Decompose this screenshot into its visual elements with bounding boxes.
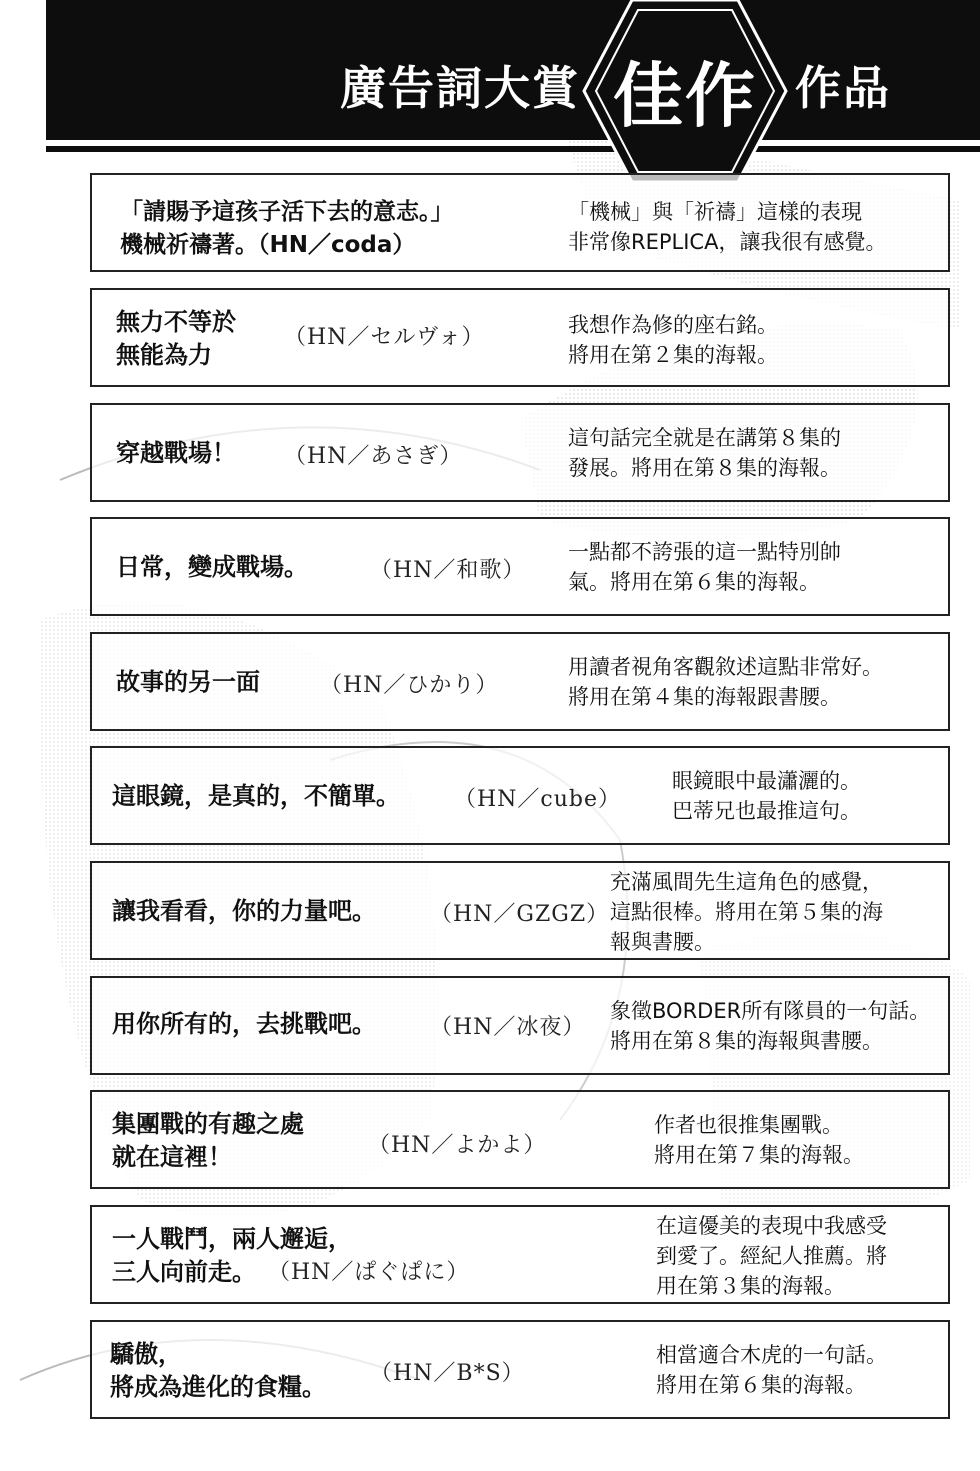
entry-hn: （HN／よかよ）: [368, 1133, 547, 1158]
entry-box: [90, 403, 950, 502]
entry-comment: 充滿風間先生這角色的感覺， 這點很棒。將用在第５集的海 報與書腰。: [610, 870, 883, 954]
entry-comment: 一點都不誇張的這一點特別帥 氣。將用在第６集的海報。: [568, 540, 841, 594]
header-underline: [46, 146, 980, 152]
entry-box: [90, 1205, 950, 1304]
entry-hn: （HN／ひかり）: [320, 673, 499, 698]
entry-hn: （HN／あさぎ）: [284, 444, 463, 469]
entry-hn: （HN／セルヴォ）: [284, 325, 485, 350]
entry-comment: 「機械」與「祈禱」這樣的表現 非常像REPLICA，讓我很有感覺。: [568, 200, 887, 254]
entry-box: [90, 1320, 950, 1419]
entry-slogan: 穿越戰場！: [116, 439, 236, 467]
entry-box: [90, 976, 950, 1075]
entry-box: [90, 746, 950, 845]
entry-slogan: 集團戰的有趣之處 就在這裡！: [112, 1110, 304, 1171]
entry-comment: 象徵BORDER所有隊員的一句話。 將用在第８集的海報與書腰。: [610, 999, 931, 1053]
entry-box: [90, 517, 950, 616]
entry-hn: （HN／冰夜）: [430, 1015, 586, 1040]
entry-slogan: 故事的另一面: [116, 668, 260, 696]
entry-slogan: 驕傲， 將成為進化的食糧。: [110, 1340, 326, 1401]
entry-hn: （HN／B*S）: [370, 1361, 525, 1386]
entry-comment: 用讀者視角客觀敘述這點非常好。 將用在第４集的海報跟書腰。: [568, 655, 883, 709]
entry-comment: 我想作為修的座右銘。 將用在第２集的海報。: [568, 313, 778, 367]
entry-box: [90, 288, 950, 387]
entry-comment: 這句話完全就是在講第８集的 發展。將用在第８集的海報。: [568, 426, 841, 480]
entry-slogan: 讓我看看，你的力量吧。: [112, 897, 376, 925]
entry-box: [90, 1090, 950, 1189]
entry-hn: （HN／cube）: [454, 787, 622, 812]
entry-comment: 作者也很推集團戰。 將用在第７集的海報。: [654, 1113, 864, 1167]
entry-slogan: 「請賜予這孩子活下去的意志。」 機械祈禱著。（HN／coda）: [120, 199, 454, 258]
entry-hn: （HN／GZGZ）: [430, 902, 610, 927]
entry-hn: （HN／ぱぐぱに）: [268, 1260, 470, 1285]
entry-hn: （HN／和歌）: [370, 558, 526, 583]
award-suffix: 作品: [795, 61, 891, 115]
entry-slogan: 日常，變成戰場。: [116, 553, 308, 581]
award-title: 廣告詞大賞: [340, 61, 580, 115]
entry-box: [90, 861, 950, 960]
entry-comment: 相當適合木虎的一句話。 將用在第６集的海報。: [656, 1343, 887, 1397]
entry-box: [90, 632, 950, 731]
entry-comment: 在這優美的表現中我感受 到愛了。經紀人推薦。將 用在第３集的海報。: [656, 1214, 887, 1298]
entry-slogan: 一人戰鬥，兩人邂逅， 三人向前走。: [112, 1225, 352, 1286]
entry-slogan: 這眼鏡，是真的，不簡單。: [112, 782, 400, 810]
entry-slogan: 用你所有的，去挑戰吧。: [112, 1010, 376, 1038]
entry-box: [90, 173, 950, 272]
entry-slogan: 無力不等於 無能為力: [116, 308, 236, 369]
entry-comment: 眼鏡眼中最瀟灑的。 巴蒂兄也最推這句。: [672, 769, 861, 823]
award-rank: 佳作: [613, 54, 757, 137]
